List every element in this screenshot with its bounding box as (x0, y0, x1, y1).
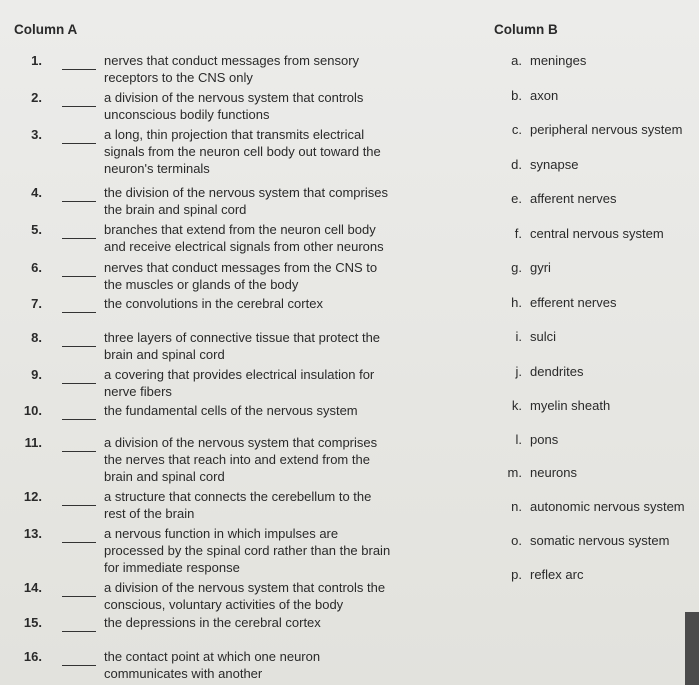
item-description: the division of the nervous system that comprises the brain and spinal cord (104, 185, 388, 217)
item-description: the fundamental cells of the nervous system (104, 403, 358, 418)
option-letter: o. (511, 533, 522, 548)
option-letter: e. (511, 191, 522, 206)
column-b-option (496, 190, 696, 207)
option-text: synapse (530, 157, 579, 172)
option-text: efferent nerves (530, 295, 617, 310)
answer-blank[interactable] (62, 451, 96, 452)
item-description: nerves that conduct messages from the CNS to the muscles or glands of the body (104, 260, 378, 292)
answer-blank[interactable] (62, 505, 96, 506)
option-text: autonomic nervous system (530, 499, 685, 514)
option-letter: h. (511, 295, 522, 310)
item-description: the convolutions in the cerebral cortex (104, 296, 323, 311)
item-number: 16. (23, 649, 42, 664)
option-letter: p. (511, 567, 522, 582)
item-number: 5. (31, 222, 42, 237)
item-number: 11. (24, 435, 42, 450)
option-text: peripheral nervous system (530, 122, 683, 137)
item-number: 13. (23, 526, 42, 541)
option-letter: n. (511, 499, 522, 514)
column-b-option (496, 225, 696, 242)
column-b-option (496, 532, 696, 549)
column-b-option (496, 156, 696, 173)
answer-blank[interactable] (62, 419, 96, 420)
item-description: a division of the nervous system that controls the conscious, voluntary activities of the body (104, 580, 386, 612)
item-description: branches that extend from the neuron cell body and receive electrical signals from other neurons (104, 222, 384, 254)
item-number: 2. (31, 90, 42, 105)
item-description: a division of the nervous system that comprises the nerves that reach into and extend from the brain and spinal cord (104, 435, 378, 484)
item-description: nerves that conduct messages from sensory receptors to the CNS only (104, 53, 360, 85)
option-letter: a. (511, 53, 522, 68)
option-letter: m. (507, 465, 522, 480)
option-letter: c. (511, 122, 522, 137)
option-letter: i. (515, 329, 522, 344)
answer-blank[interactable] (62, 631, 96, 632)
item-number: 7. (31, 296, 42, 311)
column-b-option (496, 259, 696, 276)
column-b-option (496, 363, 696, 380)
option-letter: f. (514, 226, 522, 241)
option-letter: d. (511, 157, 522, 172)
answer-blank[interactable] (62, 312, 96, 313)
item-description: a nervous function in which impulses are processed by the spinal cord rather than the brain for immediate response (104, 526, 391, 575)
column-b-option (496, 121, 696, 138)
column-b-option (496, 566, 696, 583)
option-text: central nervous system (530, 226, 664, 241)
option-text: dendrites (530, 364, 584, 379)
option-letter: b. (511, 88, 522, 103)
answer-blank[interactable] (62, 69, 96, 70)
item-number: 10. (23, 403, 42, 418)
option-text: reflex arc (530, 567, 584, 582)
option-text: gyri (530, 260, 551, 275)
item-number: 15. (23, 615, 42, 630)
option-text: pons (530, 432, 559, 447)
answer-blank[interactable] (62, 276, 96, 277)
answer-blank[interactable] (62, 201, 96, 202)
item-number: 12. (23, 489, 42, 504)
option-letter: g. (511, 260, 522, 275)
item-number: 14. (23, 580, 42, 595)
item-number: 9. (31, 367, 42, 382)
option-text: neurons (530, 465, 577, 480)
answer-blank[interactable] (62, 106, 96, 107)
item-number: 6. (31, 260, 42, 275)
item-description: a structure that connects the cerebellum to the rest of the brain (104, 489, 372, 521)
item-description: three layers of connective tissue that protect the brain and spinal cord (104, 330, 381, 362)
option-text: sulci (530, 329, 557, 344)
column-b-option (496, 294, 696, 311)
option-text: myelin sheath (530, 398, 611, 413)
column-b-option (496, 498, 696, 515)
item-description: a division of the nervous system that controls unconscious bodily functions (104, 90, 364, 122)
answer-blank[interactable] (62, 346, 96, 347)
item-description: the contact point at which one neuron communicates with another (104, 649, 321, 681)
column-b-option (496, 52, 696, 69)
option-text: afferent nerves (530, 191, 617, 206)
column-b-option (496, 464, 696, 481)
background-edge (685, 612, 699, 685)
answer-blank[interactable] (62, 596, 96, 597)
option-text: somatic nervous system (530, 533, 670, 548)
item-description: a covering that provides electrical insulation for nerve fibers (104, 367, 375, 399)
column-b-option (496, 397, 696, 414)
column-b-option (496, 431, 696, 448)
item-number: 4. (31, 185, 42, 200)
item-number: 1. (31, 53, 42, 68)
option-letter: l. (515, 432, 522, 447)
column-a-header: Column A (14, 22, 78, 37)
option-letter: k. (511, 398, 522, 413)
answer-blank[interactable] (62, 542, 96, 543)
option-letter: j. (515, 364, 522, 379)
item-number: 8. (31, 330, 42, 345)
item-description: the depressions in the cerebral cortex (104, 615, 321, 630)
option-text: axon (530, 88, 559, 103)
column-b-option (496, 87, 696, 104)
item-number: 3. (31, 127, 42, 142)
item-description: a long, thin projection that transmits electrical signals from the neuron cell body out toward the neuron's terminals (104, 127, 381, 176)
answer-blank[interactable] (62, 238, 96, 239)
column-b-header: Column B (494, 22, 558, 37)
answer-blank[interactable] (62, 143, 96, 144)
answer-blank[interactable] (62, 383, 96, 384)
answer-blank[interactable] (62, 665, 96, 666)
column-b-option (496, 328, 696, 345)
option-text: meninges (530, 53, 587, 68)
